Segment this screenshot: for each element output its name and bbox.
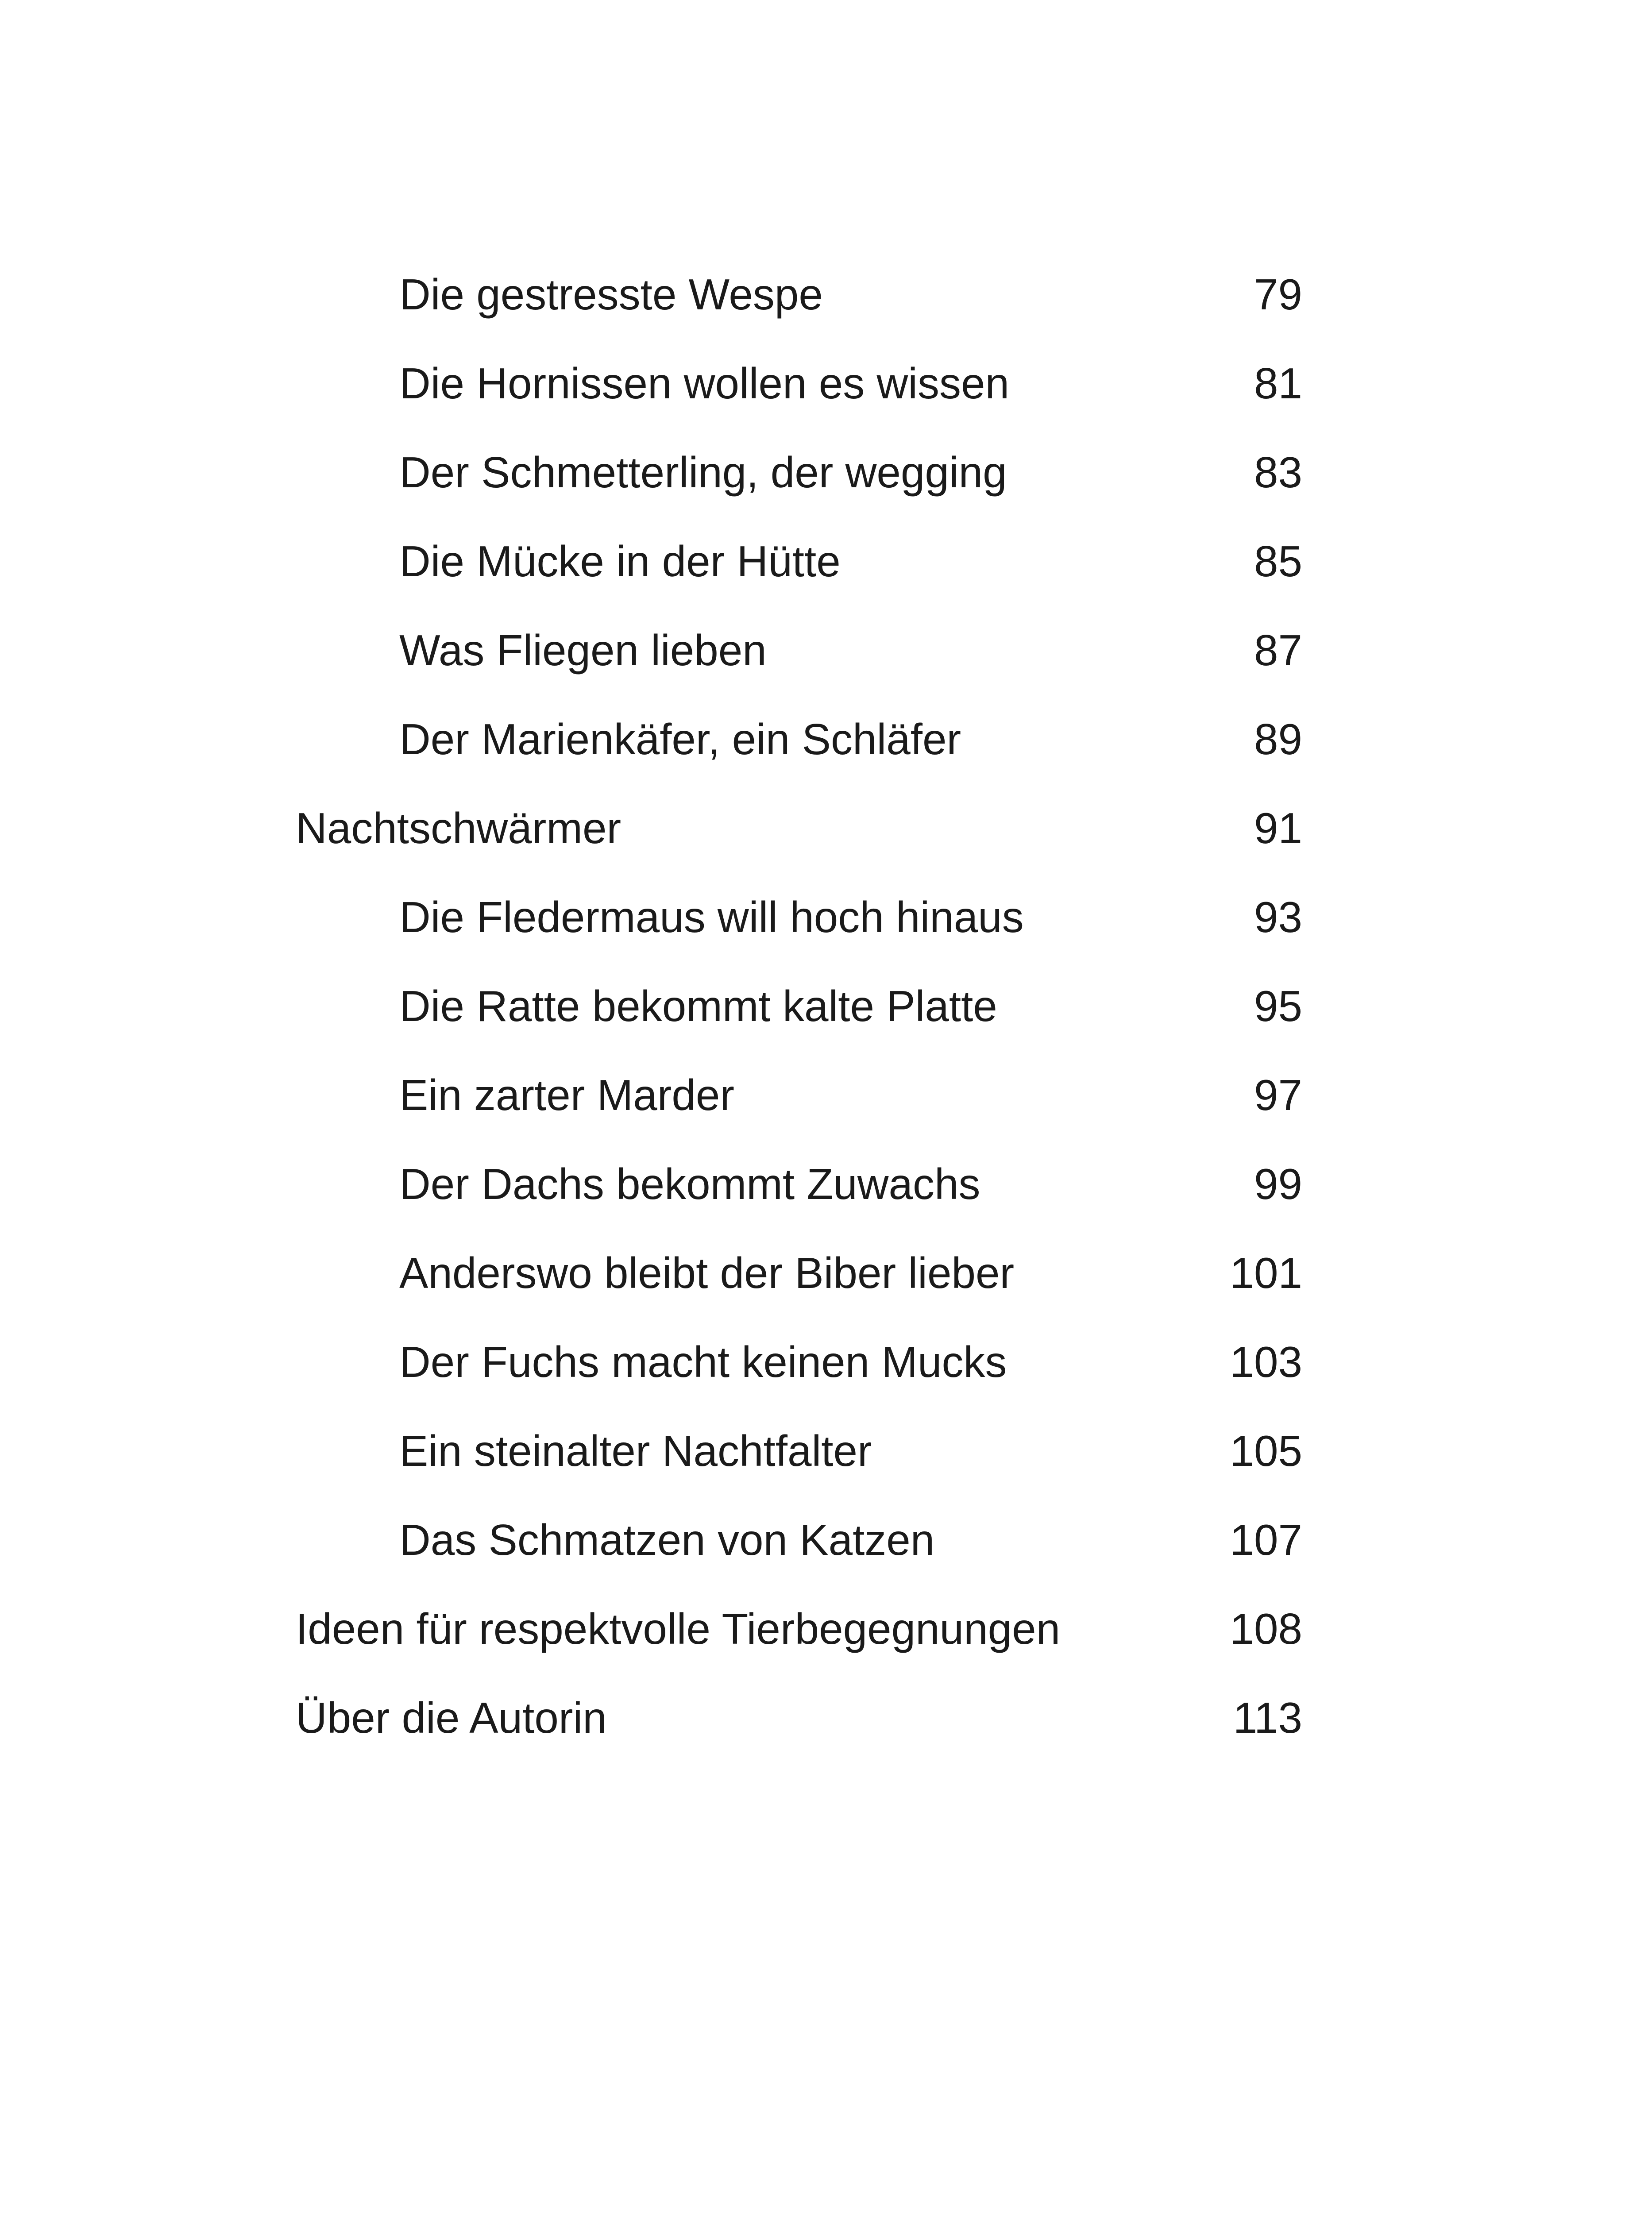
toc-entry-page: 87: [1254, 626, 1302, 675]
toc-entry-title: Die Mücke in der Hütte: [399, 537, 841, 586]
toc-entry-page: 85: [1254, 537, 1302, 586]
toc-entry-title: Die Hornissen wollen es wissen: [399, 359, 1010, 408]
toc-entry-page: 103: [1230, 1338, 1302, 1386]
toc-entry: [0, 1140, 1652, 1228]
toc-entry: [0, 1585, 1652, 1673]
toc-entry-title: Der Fuchs macht keinen Mucks: [399, 1338, 1007, 1386]
toc-entry: [0, 1051, 1652, 1139]
toc-entry-title: Über die Autorin: [296, 1693, 607, 1742]
toc-entry-title: Die gestresste Wespe: [399, 270, 823, 319]
toc-entry: [0, 1407, 1652, 1495]
toc-entry-page: 81: [1254, 359, 1302, 408]
toc-entry-title: Ein steinalter Nachtfalter: [399, 1426, 872, 1475]
toc-entry: [0, 517, 1652, 605]
toc-entry-page: 108: [1230, 1604, 1302, 1653]
toc-entry-page: 105: [1230, 1426, 1302, 1475]
toc-entry-title: Der Marienkäfer, ein Schläfer: [399, 715, 961, 763]
toc-entry-page: 79: [1254, 270, 1302, 319]
toc-entry-page: 97: [1254, 1071, 1302, 1119]
toc-entry: [0, 250, 1652, 339]
toc-entry-title: Die Ratte bekommt kalte Platte: [399, 982, 997, 1030]
toc-entry: [0, 962, 1652, 1050]
toc-entry-title: Nachtschwärmer: [296, 804, 621, 852]
toc-entry: [0, 873, 1652, 961]
toc-entry-page: 113: [1233, 1693, 1302, 1742]
toc-entry: [0, 1318, 1652, 1406]
toc-entry: [0, 1229, 1652, 1317]
toc-entry-title: Ideen für respektvolle Tierbegegnungen: [296, 1604, 1061, 1653]
toc-entry-page: 89: [1254, 715, 1302, 763]
toc-entry-title: Der Dachs bekommt Zuwachs: [399, 1160, 980, 1208]
toc-entry: [0, 606, 1652, 694]
toc-entry-title: Die Fledermaus will hoch hinaus: [399, 893, 1024, 941]
toc-entry-title: Anderswo bleibt der Biber lieber: [399, 1249, 1015, 1297]
toc-entry-page: 95: [1254, 982, 1302, 1030]
toc-entry-page: 83: [1254, 448, 1302, 497]
toc-entry-page: 107: [1230, 1515, 1302, 1564]
toc-entry: [0, 1673, 1652, 1762]
toc-entry-page: 101: [1230, 1249, 1302, 1297]
toc-entry: [0, 695, 1652, 783]
toc-entry-title: Was Fliegen lieben: [399, 626, 767, 675]
toc-entry: [0, 339, 1652, 428]
toc-entry-title: Der Schmetterling, der wegging: [399, 448, 1007, 497]
toc-entry: [0, 428, 1652, 517]
toc-entry-title: Ein zarter Marder: [399, 1071, 735, 1119]
toc-entry-page: 99: [1254, 1160, 1302, 1208]
toc-entry-page: 91: [1254, 804, 1302, 852]
toc-entry: [0, 1496, 1652, 1584]
toc-entry: [0, 784, 1652, 872]
toc-entry-title: Das Schmatzen von Katzen: [399, 1515, 935, 1564]
toc-entry-page: 93: [1254, 893, 1302, 941]
